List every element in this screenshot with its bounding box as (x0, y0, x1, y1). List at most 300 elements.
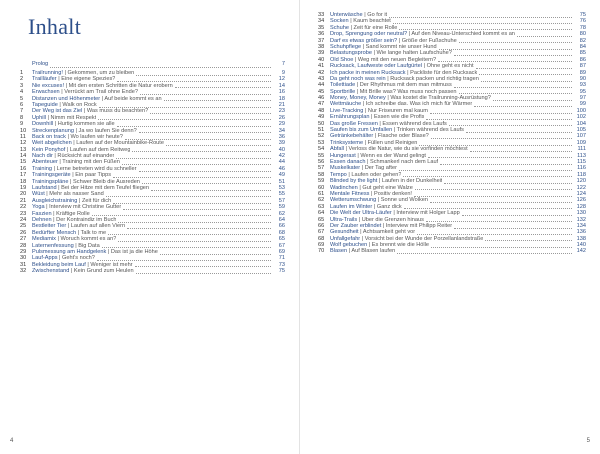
toc-entry-number: 61 (318, 190, 325, 197)
toc-entry-number: 33 (318, 12, 325, 18)
toc-entry-number: 56 (318, 158, 325, 165)
dot-leader (479, 70, 572, 75)
dot-leader (481, 77, 572, 82)
toc-entry-page: 90 (579, 75, 586, 82)
toc-entry-heading: Schuhpflege (330, 43, 362, 50)
dot-leader (466, 128, 572, 133)
dot-leader (160, 250, 271, 255)
toc-entry-subtitle: | Achtsamkeit geht vor (358, 229, 416, 236)
toc-entry-subtitle: | Talk to me (76, 229, 107, 236)
toc-entry-number: 28 (20, 242, 27, 249)
dot-leader (175, 83, 271, 88)
toc-entry-heading: Old Shoe (330, 56, 354, 63)
toc-entry-number: 54 (318, 146, 325, 153)
toc-entry-heading: Saufen bis zum Umfallen (330, 127, 393, 134)
toc-entry-page: 111 (577, 146, 586, 153)
toc-entry-number: 29 (20, 248, 27, 255)
toc-entry-subtitle: | Laufen auf der Mountainbike-Route (71, 140, 164, 147)
toc-entry-subtitle: | Gut geht eine Walze (357, 184, 413, 191)
toc-entry-page: 84 (579, 43, 586, 50)
dot-leader (118, 237, 271, 242)
right-page (300, 0, 600, 454)
toc-entry-heading: Laufen im Winter (330, 203, 373, 210)
toc-entry-heading: Schuhe (330, 24, 349, 31)
toc-entry-page: 75 (579, 12, 586, 18)
toc-entry-subtitle: | Größe der Fußschuhe (397, 37, 457, 44)
toc-entry-subtitle: | Füllen und Reinigen (363, 139, 418, 146)
dot-leader (454, 83, 572, 88)
dot-leader (485, 236, 572, 241)
toc-entry-page: 21 (278, 101, 285, 108)
toc-entry-heading: Getränkebehälter (330, 133, 374, 140)
toc-entry-number: 10 (20, 127, 27, 134)
toc-entry-heading: Mentale Fitness (330, 190, 370, 197)
toc-entry-number: 70 (318, 248, 325, 255)
toc-entry-number: 35 (318, 24, 325, 31)
dot-leader (449, 121, 572, 126)
dot-leader (393, 19, 572, 24)
toc-entry-number: 38 (318, 43, 325, 50)
toc-entry-number: 18 (20, 178, 27, 185)
toc-entry-subtitle: | Laufen oder gehen? (346, 171, 402, 178)
toc-entry-page: 76 (579, 18, 586, 25)
toc-entry-heading: Wetterumschwung (330, 197, 377, 204)
toc-entry-page: 14 (278, 82, 285, 89)
toc-entry-page: 75 (278, 268, 285, 275)
toc-entry-subtitle: | Auf den Niveau-Unterschied kommt es an (407, 31, 515, 38)
toc-entry-page: 116 (577, 165, 586, 172)
toc-entry-number: 26 (20, 229, 27, 236)
toc-entry-number: 25 (20, 223, 27, 230)
toc-entry-number: 57 (318, 165, 325, 172)
toc-entry-heading: Rucksack, Laufweste oder Laufgürtel (330, 63, 423, 70)
dot-leader (397, 249, 572, 254)
dot-leader (517, 32, 572, 37)
toc-entry-number: 51 (318, 127, 325, 134)
toc-entry-heading: Die Welt der Ultra-Läufer (330, 210, 392, 217)
toc-entry-heading: Trainingsgeräte (32, 172, 71, 179)
toc-entry-subtitle: | Nimm mit Respekt (46, 114, 97, 121)
toc-entry-number: 58 (318, 171, 325, 178)
toc-entry-number: 12 (20, 140, 27, 147)
dot-leader (426, 115, 572, 120)
toc-entry-page: 87 (579, 63, 586, 70)
toc-entry-subtitle: | Interview mit Philipp Reiter (381, 222, 453, 229)
toc-entry-subtitle: | Rucksack packen und richtig tragen (385, 75, 479, 82)
toc-entry-subtitle: | Go for it (362, 12, 388, 18)
dot-leader (404, 204, 572, 209)
toc-entry-heading: Ultra-Trails (330, 216, 358, 223)
toc-entry-page: 46 (278, 165, 285, 172)
toc-entry-heading: Gesundheit (330, 229, 359, 236)
toc-entry-heading: Unterwäsche (330, 12, 363, 18)
toc-entry-heading: Blasen (330, 248, 348, 255)
toc-entry-page: 34 (278, 127, 285, 134)
toc-entry-number: 8 (20, 114, 24, 121)
dot-leader (428, 153, 572, 158)
toc-entry-number: 52 (318, 133, 325, 140)
toc-entry-heading: Prolog (32, 61, 49, 67)
toc-entry-heading: Training (32, 165, 53, 172)
dot-leader (136, 269, 271, 274)
dot-leader (135, 262, 271, 267)
toc-entry-page: 140 (576, 242, 586, 249)
toc-entry-heading: Nie excuses! (32, 82, 65, 89)
toc-entry-number: 4 (20, 89, 24, 96)
toc-entry-number: 44 (318, 82, 325, 89)
toc-entry-heading: Trailrunning! (32, 70, 63, 76)
toc-entry-subtitle: | Mehr als nasser Sand (44, 191, 104, 198)
toc-entry-subtitle: | Geht's noch? (57, 255, 95, 262)
toc-entry-heading: Tempo (330, 171, 347, 178)
dot-leader (431, 134, 572, 139)
dot-leader (444, 179, 572, 184)
toc-entry-heading: Distanzen und Höhenmeter (32, 95, 101, 102)
toc-entry-page: 44 (278, 159, 285, 166)
toc-entry-page: 42 (278, 153, 285, 160)
toc-entry-heading: Das große Fressen (330, 120, 378, 127)
toc-entry-page: 73 (278, 261, 285, 268)
toc-entry-number: 65 (318, 216, 325, 223)
toc-entry-number: 21 (20, 197, 27, 204)
toc-entry-number: 27 (20, 236, 27, 243)
toc-entry-heading: Trailläufer (32, 76, 57, 83)
toc-entry-page: 107 (576, 133, 586, 140)
toc-entry-heading: Hungerast (330, 152, 356, 159)
toc-entry-page: 113 (577, 152, 586, 159)
toc-entry-heading: Wettmäuche (330, 101, 362, 108)
dot-leader (454, 51, 572, 56)
toc-entry-subtitle: | Sand kommt nie unser Hund (361, 43, 437, 50)
toc-entry-subtitle: | Verrückt am Trail ohne Ende? (59, 89, 138, 96)
toc-entry-heading: Drop, Sprengung oder neutral? (330, 31, 408, 38)
toc-entry-number: 66 (318, 222, 325, 229)
page-number-right: 5 (586, 438, 590, 444)
toc-entry-number: 68 (318, 235, 325, 242)
toc-entry-heading: Mediamix (32, 236, 56, 243)
toc-entry-page: 68 (278, 229, 285, 236)
toc-entry-number: 41 (318, 63, 325, 70)
toc-entry-subtitle: | Positiv denken! (369, 190, 412, 197)
toc-entry-heading: Bestleiter Tier (32, 223, 67, 230)
dot-leader (102, 243, 271, 248)
dot-leader (164, 96, 271, 101)
toc-entry-page: 9 (281, 70, 285, 76)
toc-entry-number: 22 (20, 204, 27, 211)
dot-leader (97, 256, 271, 261)
toc-entry-subtitle: | Mit Brille was? Was muss noch passen (355, 88, 457, 95)
dot-leader (417, 230, 572, 235)
toc-entry-heading: Zwischenstand (32, 268, 70, 275)
toc-entry-number: 13 (20, 146, 27, 153)
toc-entry-subtitle: | Auf beide kommt es an (100, 95, 162, 102)
dot-leader (459, 38, 572, 43)
dot-leader (389, 13, 572, 18)
toc-entry-number: 32 (20, 268, 27, 275)
toc-entry-page: 86 (579, 56, 586, 63)
toc-entry-title (32, 61, 48, 67)
toc-entry-page: 138 (576, 235, 586, 242)
dot-leader (142, 179, 271, 184)
toc-entry-heading: Trinksysteme (330, 139, 364, 146)
toc-entry-number: 53 (318, 139, 325, 146)
toc-entry-page: 69 (278, 248, 285, 255)
toc-entry-subtitle: | Gekommen, um zu bleiben (62, 70, 135, 76)
toc-entry-heading: Belastungsprobe (330, 50, 372, 57)
toc-entry-subtitle: | Zeit für eine Rolle (348, 24, 398, 31)
toc-entry-page: 82 (579, 37, 586, 44)
toc-entry-page: 118 (577, 171, 586, 178)
dot-leader (139, 167, 272, 172)
toc-entry-page: 142 (576, 248, 586, 255)
toc-entry-number: 30 (20, 255, 27, 262)
toc-entry-subtitle: | Lerne betreten wird du schneller (52, 165, 137, 172)
toc-list-left (20, 61, 285, 275)
toc-entry-page: 95 (579, 88, 586, 95)
dot-leader (127, 224, 271, 229)
toc-entry-heading: Uphill (32, 114, 46, 121)
toc-entry-number: 47 (318, 101, 325, 108)
toc-entry-page: 49 (278, 172, 285, 179)
toc-entry-subtitle: | Es brennt wie die Hölle (367, 242, 429, 249)
toc-entry-page: 7 (281, 61, 285, 67)
dot-leader (106, 192, 271, 197)
toc-entry-number: 37 (318, 37, 325, 44)
toc-entry-heading: Abenteuer (32, 159, 58, 166)
toc-entry-subtitle: | Ein paar Tipps (70, 172, 111, 179)
toc-entry-page: 64 (278, 216, 285, 223)
toc-entry-heading: Unfallgefahr (330, 235, 361, 242)
toc-entry-subtitle: | Ohne geht es nicht (422, 63, 474, 70)
toc-entry-heading: Wolf gebuchen (330, 242, 368, 249)
dot-leader (459, 89, 572, 94)
dot-leader (399, 166, 572, 171)
toc-entry-subtitle: | Das ist ja die Höhe (106, 248, 158, 255)
toc-entry-heading: Ich packe in meinen Rucksack (330, 69, 406, 76)
toc-entry-heading: Socken (330, 18, 349, 25)
toc-entry-subtitle: | Was muss du beachten? (82, 108, 149, 115)
toc-entry-number: 2 (20, 76, 24, 83)
toc-entry[interactable] (20, 268, 285, 274)
toc-entry-heading: Toilettiade (330, 82, 356, 89)
toc-entry-subtitle: | Auf Blasen laufen (347, 248, 396, 255)
dot-leader (117, 122, 271, 127)
toc-entry-heading: Nach dir (32, 153, 53, 160)
toc-entry-subtitle: | Sonne und Wolken (376, 197, 428, 204)
toc-entry-heading: Ausgleichstraining (32, 197, 78, 204)
toc-entry-heading: Abfall (330, 146, 344, 153)
toc-entry-heading: Lauf-Apps (32, 255, 58, 262)
dot-leader (123, 205, 271, 210)
toc-entry-number: 15 (20, 159, 27, 166)
toc-entry-page: 71 (278, 255, 285, 262)
toc-entry-number: 48 (318, 107, 325, 114)
toc-entry-number: 46 (318, 95, 325, 102)
page-number-left: 4 (10, 438, 14, 444)
toc-entry-heading: Dehnen (32, 216, 52, 223)
toc-entry-title (330, 248, 395, 254)
toc-entry-page: 36 (278, 133, 285, 140)
toc-entry-number: 69 (318, 242, 325, 249)
toc-entry-number: 43 (318, 75, 325, 82)
toc-entry-page: 85 (579, 50, 586, 57)
dot-leader (440, 160, 572, 165)
toc-entry-number: 3 (20, 82, 24, 89)
toc-entry-subtitle: | Essen während des Laufs (377, 120, 447, 127)
toc-entry-subtitle: | Flasche oder Blase? (373, 133, 429, 140)
toc-entry-subtitle: | Eine eigene Spezies? (56, 76, 116, 83)
toc-entry-subtitle: | Laufen in der Dunkelheit (377, 178, 443, 185)
dot-leader (454, 224, 572, 229)
dot-leader (108, 230, 271, 235)
toc-entry-subtitle: | Woruch kommt es an? (55, 236, 117, 243)
toc-entry-page: 104 (576, 120, 586, 127)
toc-entry-subtitle: | Ich schreibe das. Was ich mich für Wärmer (361, 101, 473, 108)
toc-entry-subtitle: | Schmankerl nach dem Lauf (365, 158, 439, 165)
toc-entry-page: 16 (278, 89, 285, 96)
toc-entry-page: 66 (278, 223, 285, 230)
toc-entry-page: 122 (576, 184, 586, 191)
toc-entry-page: 99 (579, 101, 586, 108)
dot-leader (98, 115, 271, 120)
toc-entry-subtitle: | Weg mit den neuen Begleitern? (353, 56, 437, 63)
toc-entry-page: 53 (278, 185, 285, 192)
toc-entry-subtitle: | Hurtig kommen sie alle (53, 121, 115, 128)
dot-leader (136, 71, 271, 76)
toc-entry-heading: Darf es etwas größer sein? (330, 37, 398, 44)
toc-entry-page: 93 (579, 82, 586, 89)
toc-entry-heading: Laternenfessung (32, 242, 74, 249)
toc-entry-number: 64 (318, 210, 325, 217)
toc-entry-heading: Live-Tracking (330, 107, 364, 114)
toc-entry-subtitle: | Verloss die Natur, wie du sie vorfinden möchtest (344, 146, 468, 153)
toc-entry-subtitle: | Laufen auf allen Viern (66, 223, 126, 230)
toc-entry-subtitle: | Weniger ist mehr (85, 261, 133, 268)
toc-entry[interactable] (20, 61, 285, 70)
dot-leader (476, 64, 572, 69)
toc-entry-subtitle: | Wo laufen wir heute? (65, 133, 123, 140)
toc-entry-heading: Yoga (32, 204, 45, 211)
toc-entry-number: 63 (318, 203, 325, 210)
dot-leader (414, 192, 572, 197)
toc-entry-number: 59 (318, 178, 325, 185)
toc-entry-page: 134 (576, 222, 586, 229)
toc-entry-heading: Back on track (32, 133, 66, 140)
toc-entry-heading: Muskelkater (330, 165, 361, 172)
toc-entry-subtitle: | Wenn es der Wand gelingt (355, 152, 426, 159)
dot-leader (139, 128, 271, 133)
toc-entry-page: 126 (576, 197, 586, 204)
toc-entry-page: 128 (576, 203, 586, 210)
toc-entry-heading: Bedürfter Mensch (32, 229, 77, 236)
toc-entry-number: 50 (318, 120, 325, 127)
dot-leader (92, 211, 271, 216)
toc-entry-subtitle: | Kaum beachtet (348, 18, 391, 25)
toc-entry-page: 105 (576, 127, 586, 134)
toc-entry-heading: Wüst (32, 191, 45, 198)
toc-entry-page: 130 (576, 210, 586, 217)
toc-entry-number: 9 (20, 121, 24, 128)
toc-entry-page: 23 (278, 108, 285, 115)
toc-entry-page: 132 (576, 216, 586, 223)
dot-leader (462, 211, 572, 216)
toc-entry-heading: Faszien (32, 210, 52, 217)
toc-entry-subtitle: | Rücksicht auf einander (52, 153, 115, 160)
dot-leader (122, 160, 271, 165)
dot-leader (113, 199, 271, 204)
toc-entry-page: 80 (579, 31, 586, 38)
toc-entry-heading: Kein Ponyhof (32, 146, 66, 153)
dot-leader (140, 90, 271, 95)
toc-entry-page: 78 (579, 24, 586, 31)
toc-entry-subtitle: | Kein Grund zum Heulen (69, 268, 134, 275)
dot-leader (150, 109, 271, 114)
toc-entry-title (32, 268, 134, 274)
toc-entry-heading: Sportbrille (330, 88, 356, 95)
dot-leader (125, 135, 271, 140)
dot-leader (493, 96, 572, 101)
toc-entry-number: 60 (318, 184, 325, 191)
toc-entry-heading: Ernährungsplan (330, 114, 370, 121)
toc-entry-page: 65 (278, 236, 285, 243)
toc-entry[interactable] (318, 248, 586, 254)
dot-leader (426, 217, 572, 222)
dot-leader (113, 173, 271, 178)
toc-entry-number: 5 (20, 95, 24, 102)
toc-entry-subtitle: | Laufen auf dem Reitweg (65, 146, 131, 153)
toc-entry-page: 59 (278, 204, 285, 211)
toc-entry-subtitle: | Packliste für den Rucksack (405, 69, 478, 76)
toc-entry-number: 62 (318, 197, 325, 204)
toc-entry-number: 11 (20, 133, 26, 140)
toc-entry-number: 20 (20, 191, 27, 198)
toc-entry-page: 26 (278, 114, 285, 121)
toc-entry-subtitle: | Big Data (73, 242, 100, 249)
toc-entry-number: 55 (318, 152, 325, 159)
toc-entry-page: 55 (278, 191, 285, 198)
toc-entry-subtitle: | Vorsicht bei der Wunde der Porzellanlandstraße (360, 235, 484, 242)
toc-entry-page: 100 (576, 107, 586, 114)
toc-entry-heading: Der Weg ist das Ziel (32, 108, 83, 115)
toc-entry-subtitle: | Nur Friseuren mal kaum (363, 107, 428, 114)
dot-leader (470, 147, 572, 152)
toc-entry-subtitle: | Bei der Hitze mit dem Teufel fliegen (56, 185, 150, 192)
toc-entry-heading: Blinded by the light (330, 178, 378, 185)
toc-entry-page: 67 (278, 242, 285, 249)
toc-entry-subtitle: | Der Tag after (360, 165, 397, 172)
dot-leader (118, 218, 271, 223)
toc-entry-subtitle: | Wie lange halten Laufschuhe? (371, 50, 452, 57)
toc-entry-subtitle: | Interview mit Christine Gutter (44, 204, 122, 211)
toc-entry-subtitle: | Training mit den Füßen (57, 159, 120, 166)
dot-leader (403, 172, 572, 177)
toc-entry-heading: Weit abgelichen (32, 140, 72, 147)
dot-leader (431, 243, 572, 248)
toc-entry-page: 57 (278, 197, 285, 204)
toc-entry-subtitle: | Schwer Bleib die Ausreden (68, 178, 140, 185)
toc-entry-heading: Wadinchen (330, 184, 358, 191)
toc-entry-heading: Bekleidung beim Lauf (32, 261, 86, 268)
toc-entry-page: 29 (278, 121, 285, 128)
toc-entry-subtitle: | Trinken während des Laufs (392, 127, 464, 134)
dot-leader (415, 185, 572, 190)
toc-entry-number: 19 (20, 185, 27, 192)
dot-leader (50, 63, 271, 68)
dot-leader (166, 141, 271, 146)
toc-entry-number: 1 (20, 70, 24, 76)
dot-leader (419, 141, 572, 146)
toc-entry-number: 31 (20, 261, 27, 268)
